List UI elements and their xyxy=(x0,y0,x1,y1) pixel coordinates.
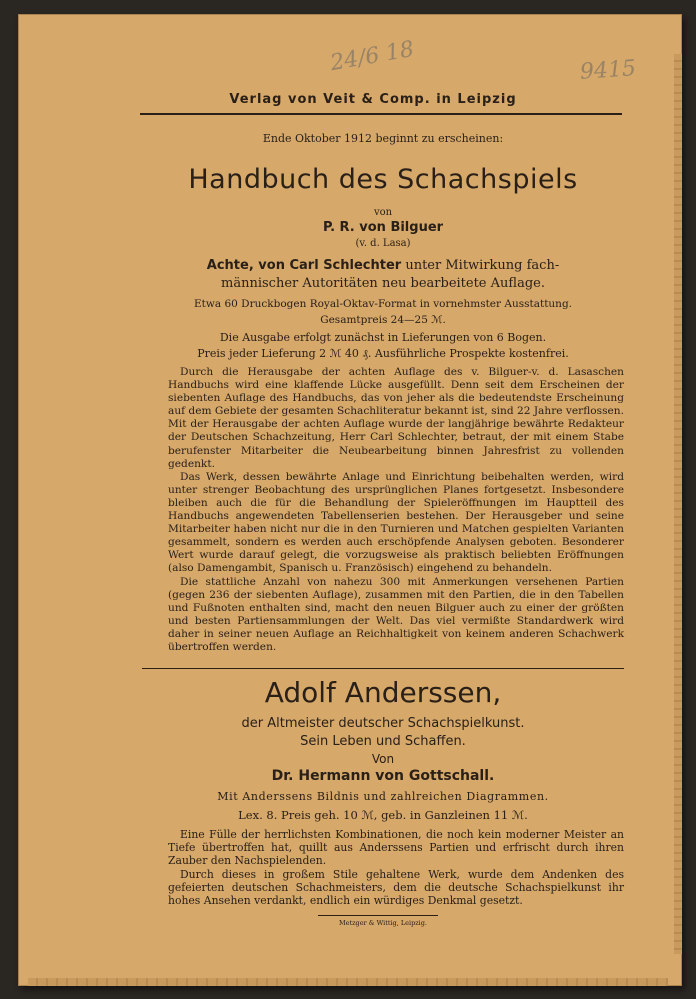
book2-paragraph: Durch dieses in großem Stile gehaltene Werk, wurde dem Andenken des gefeierten deutschen Schachmeisters, dem die deutsche Schachspielkunst ihr hohes Ansehen verdankt, endlich ein würdiges Denkmal gesetzt. xyxy=(168,867,624,908)
book1-author-note: (v. d. Lasa) xyxy=(355,238,411,249)
announcement: Ende Oktober 1912 beginnt zu erscheinen: xyxy=(262,132,504,145)
book2-description xyxy=(168,828,624,908)
printer-imprint: Metzger & Wittig, Leipzig. xyxy=(339,919,427,927)
book1-paragraph: Das Werk, dessen bewährte Anlage und Einrichtung beibehalten werden, wird unter strenger Beobachtung des ursprünglichen Planes fortgesetzt. Insbesondere bleiben auch die für die Behandlung der Spieleröffnungen im Hauptteil des Handbuchs angewendeten Tabellenserien bestehen. Der Herausgeber und seine Mitarbeiter haben nicht nur die in den Turnieren und Matchen gespielten Varianten gesammelt, sondern es werden auch erschöpfende Analysen geboten. Besonderer Wert wurde darauf gelegt, die vorzugsweise als praktisch beliebten Eröffnungen (also Damengambit, Spanisch u. Französisch) eingehend zu behandeln. xyxy=(168,470,624,575)
page-edge-right xyxy=(674,54,682,954)
book2-subtitle1: der Altmeister deutscher Schachspielkunst. xyxy=(241,716,525,731)
edition-editor: Carl Schlechter xyxy=(289,258,402,273)
publisher-rule xyxy=(140,113,622,115)
book1-edition-line1 xyxy=(142,258,624,273)
edition-prefix: Achte, von xyxy=(206,258,290,273)
book2-price: Lex. 8. Preis geh. 10 ℳ, geb. in Ganzleinen 11 ℳ. xyxy=(238,808,528,822)
book1-von: von xyxy=(373,207,393,218)
printer-rule xyxy=(318,915,438,916)
edition-suffix: unter Mitwirkung fach- xyxy=(401,258,560,273)
document-page xyxy=(18,14,682,986)
book2-subtitle2: Sein Leben und Schaffen. xyxy=(300,734,466,749)
book1-author: P. R. von Bilguer xyxy=(322,220,444,235)
pencil-note-date: 24/6 18 xyxy=(328,36,416,77)
page-edge-bottom xyxy=(28,978,668,986)
book1-delivery-price: Preis jeder Lieferung 2 ℳ 40 ₰. Ausführliche Prospekte kostenfrei. xyxy=(197,347,569,360)
book1-title: Handbuch des Schachspiels xyxy=(188,164,578,195)
book1-edition-line2: männischer Autoritäten neu bearbeitete Auflage. xyxy=(221,276,545,291)
book2-illustrations: Mit Anderssens Bildnis und zahlreichen Diagrammen. xyxy=(217,790,549,803)
book1-total-price: Gesamtpreis 24—25 ℳ. xyxy=(320,314,446,326)
book1-description xyxy=(168,366,624,664)
book1-paragraph: Die stattliche Anzahl von nahezu 300 mit Anmerkungen versehenen Partien (gegen 236 der siebenten Auflage), zusammen mit den Partien, die in den Tabellen und Fußnoten enthalten sind, macht den neuen Bilguer auch zu einer der größten und besten Partiensammlungen der Welt. Das viel vermißte Standardwerk wird daher in seiner neuen Auflage an Reichhaltigkeit von keinem anderen Schachwerk übertroffen werden. xyxy=(168,575,624,653)
book1-paragraph: Durch die Herausgabe der achten Auflage des v. Bilguer-v. d. Lasaschen Handbuchs wird eine klaffende Lücke ausgefüllt. Denn seit dem Erscheinen der siebenten Auflage des Handbuchs, das von jeher als die bedeutendste Erscheinung auf dem Gebiete der gesamten Schachliteratur bekannt ist, sind 22 Jahre verflossen. Mit der Herausgabe der achten Auflage wurde der langjährige bewährte Redakteur der Deutschen Schachzeitung, Herr Carl Schlechter, betraut, der mit einem Stabe berufenster Mitarbeiter die Neubearbeitung binnen Jahresfrist zu vollenden gedenkt. xyxy=(168,366,624,470)
publisher-line: Verlag von Veit & Comp. in Leipzig xyxy=(229,92,517,107)
book2-von: Von xyxy=(371,752,395,766)
book2-title: Adolf Anderssen, xyxy=(264,676,502,709)
pencil-note-number: 9415 xyxy=(579,56,637,85)
book2-paragraph: Eine Fülle der herrlichsten Kombinationen, die noch kein moderner Meister an Tiefe übertroffen hat, quillt aus Anderssens Partien und erfrischt durch ihren Zauber den Nachspielenden. xyxy=(168,828,624,868)
book1-delivery: Die Ausgabe erfolgt zunächst in Lieferungen von 6 Bogen. xyxy=(219,331,547,344)
book2-author: Dr. Hermann von Gottschall. xyxy=(271,768,495,784)
section-divider xyxy=(142,668,624,669)
book1-format: Etwa 60 Druckbogen Royal-Oktav-Format in vornehmster Ausstattung. xyxy=(194,298,572,310)
